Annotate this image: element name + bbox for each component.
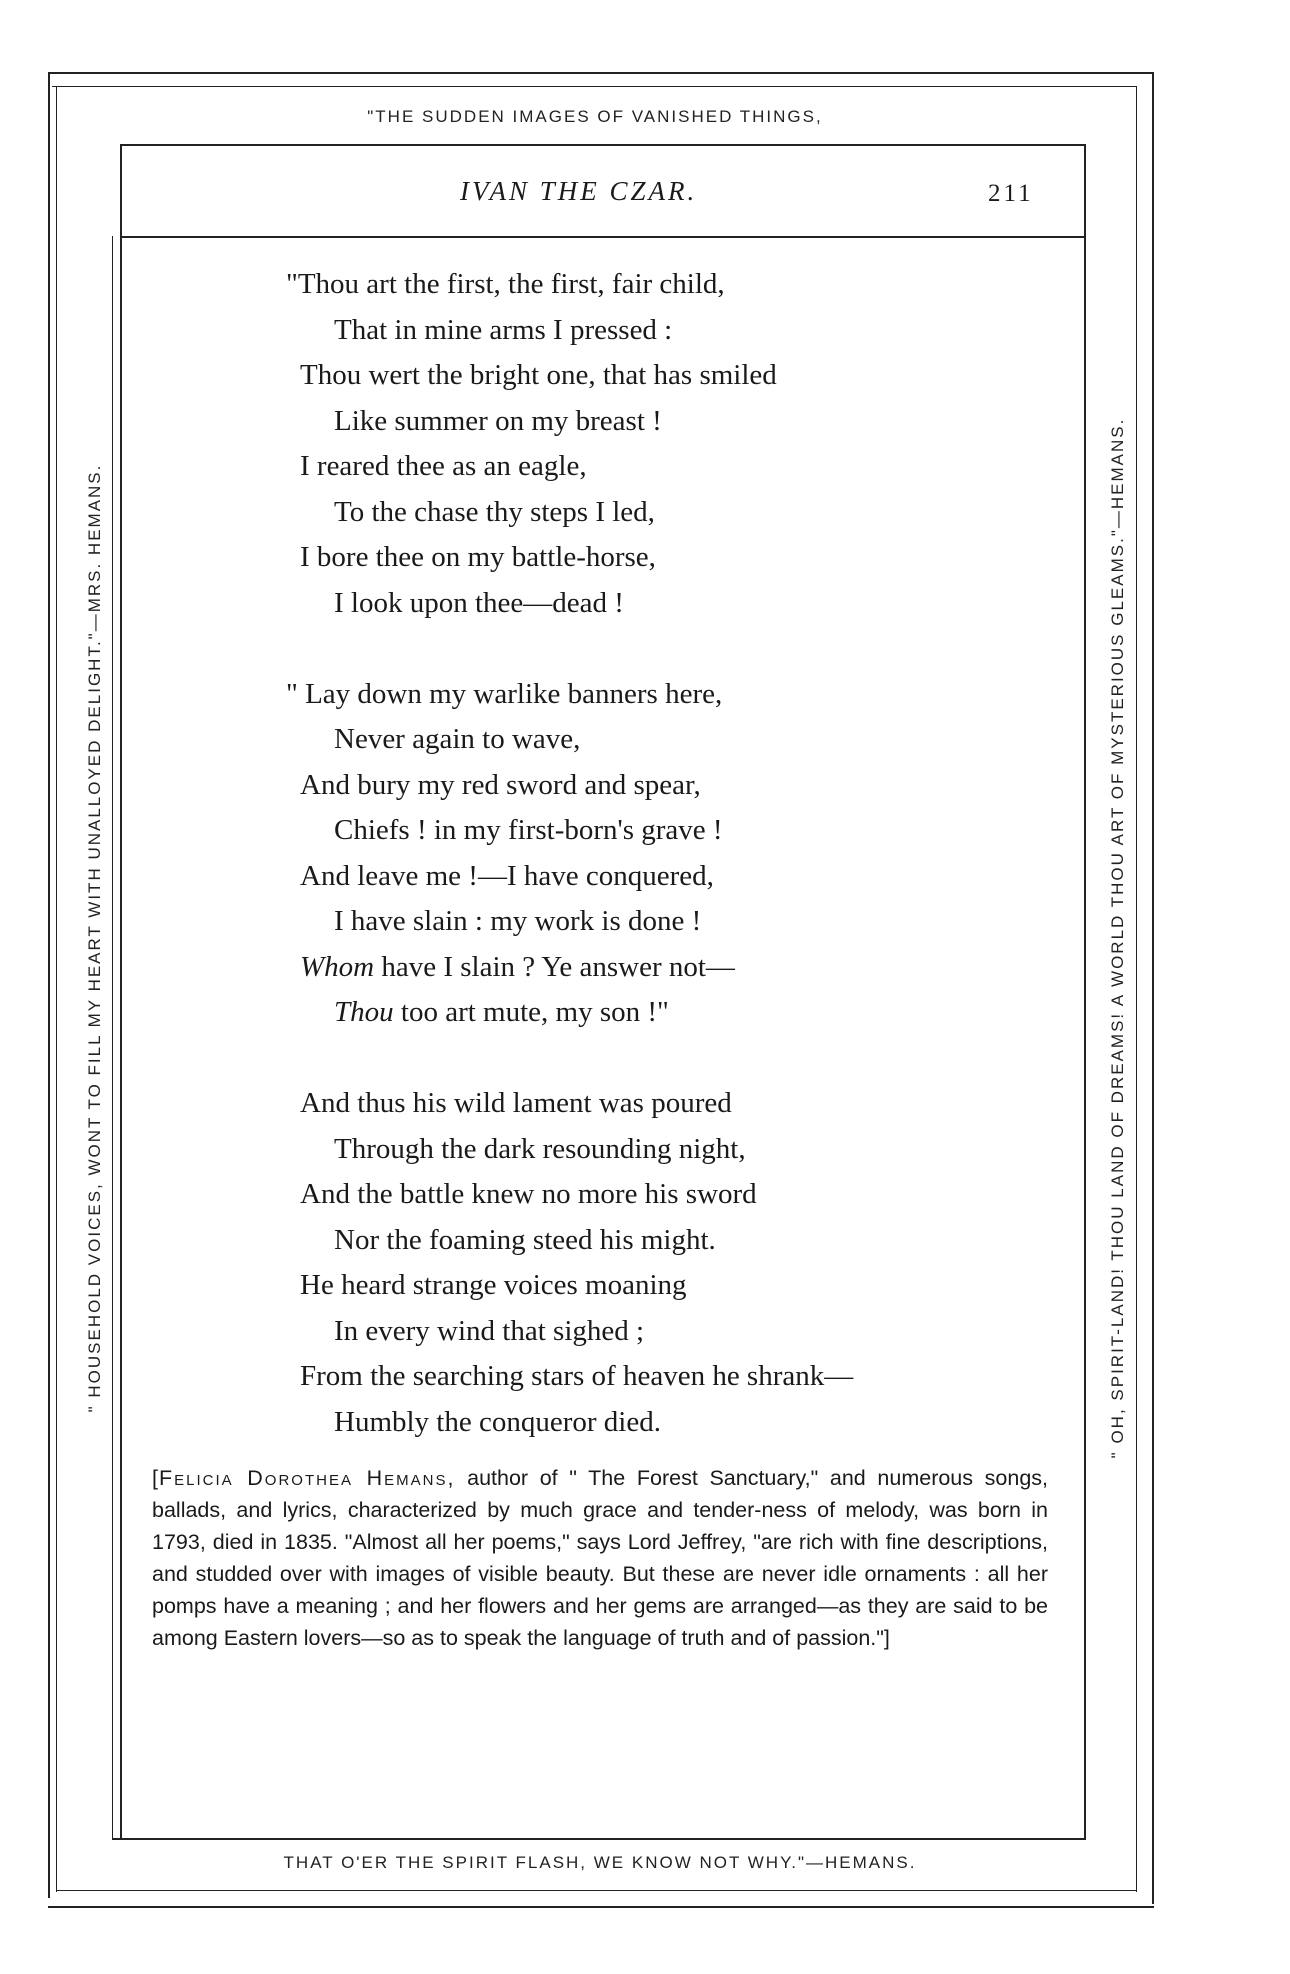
poem-line: Thou wert the bright one, that has smiled: [300, 359, 777, 391]
poem-emphasis: Thou: [334, 996, 394, 1028]
poem-line: I bore thee on my battle-horse,: [300, 541, 656, 573]
poem-line: "Thou art the first, the first, fair child,: [286, 268, 725, 300]
poem-line: Like summer on my breast !: [334, 404, 662, 437]
right-border-quote: " OH, SPIRIT-LAND! THOU LAND OF DREAMS! A WORLD THOU ART OF MYSTERIOUS GLEAMS."—HEMANS.: [1108, 417, 1127, 1459]
outer-frame-bottom-rule-2: [48, 1906, 1154, 1908]
poem-line: [300, 990, 1020, 1036]
poem-line: Chiefs ! in my first-born's grave !: [334, 814, 723, 846]
poem-line: " Lay down my warlike banners here,: [286, 677, 723, 710]
inner-frame-left-rule-2: [112, 236, 113, 1838]
stanza-break: [300, 1036, 1020, 1082]
stanza-break: [300, 626, 1020, 672]
inner-frame-right-rule: [1084, 144, 1086, 1840]
outer-frame-bottom-rule: [56, 1890, 1137, 1891]
note-author-name: Felicia Dorothea Hemans,: [158, 1466, 456, 1490]
poem-line-text: too art mute, my son !": [393, 996, 669, 1028]
poem-line: I look upon thee—dead !: [334, 586, 624, 619]
poem-line: And leave me !—I have conquered,: [300, 859, 714, 892]
note-text: author of " The Forest Sanctuary," and numerous songs, ballads, and lyrics, characterized by much grace and tender-ness of melody, was born in 1793, died in 1835. "Almost all her poems," says Lord Jeffrey, "are rich with fine descriptions, and studded over with images of visible beauty. But these are never idle ornaments : all her pomps have a meaning ; and her flowers and her gems are arranged—as they are said to be among Eastern lovers—so as to speak the language of truth and of passion."]: [152, 1466, 1049, 1650]
left-border-quote: " HOUSEHOLD VOICES, WONT TO FILL MY HEART WITH UNALLOYED DELIGHT."—MRS. HEMANS.: [85, 463, 104, 1413]
poem-line: And bury my red sword and spear,: [300, 768, 701, 801]
poem-line: To the chase thy steps I led,: [334, 495, 655, 528]
poem-line: And the battle knew no more his sword: [300, 1178, 757, 1210]
poem: [286, 262, 1020, 1445]
outer-frame-right-rule-2: [1136, 86, 1137, 1892]
poem-line: I have slain : my work is done !: [334, 905, 702, 937]
poem-line: Through the dark resounding night,: [334, 1132, 746, 1165]
outer-frame-top-rule: [48, 72, 1154, 74]
poem-line: And thus his wild lament was poured: [300, 1087, 732, 1119]
running-header: [120, 172, 1080, 222]
poem-emphasis: Whom: [300, 950, 375, 983]
note-open-bracket: [: [152, 1466, 159, 1490]
page-number: 211: [988, 180, 1034, 207]
outer-frame-left-rule-2: [56, 86, 57, 1892]
poem-line: From the searching stars of heaven he shrank—: [300, 1360, 854, 1392]
bottom-border-quote: THAT O'ER THE SPIRIT FLASH, WE KNOW NOT WHY."—HEMANS.: [283, 1853, 917, 1872]
running-title: IVAN THE CZAR.: [460, 176, 698, 206]
inner-frame-left-rule: [120, 144, 122, 1840]
top-border-quote: "THE SUDDEN IMAGES OF VANISHED THINGS,: [367, 107, 823, 126]
poem-line: That in mine arms I pressed :: [334, 313, 673, 346]
poem-line: [300, 945, 1020, 991]
inner-frame-top-rule: [120, 144, 1086, 146]
biographical-note: [152, 1462, 1048, 1654]
poem-line: In every wind that sighed ;: [334, 1314, 645, 1347]
inner-frame-bottom-rule: [112, 1838, 1086, 1840]
poem-line: Humbly the conqueror died.: [334, 1405, 661, 1438]
poem-line: Never again to wave,: [334, 723, 581, 755]
poem-line: Nor the foaming steed his might.: [334, 1223, 716, 1256]
outer-frame-left-rule: [48, 72, 50, 1898]
poem-line: He heard strange voices moaning: [300, 1269, 687, 1301]
poem-line-text: have I slain ? Ye answer not—: [374, 950, 735, 983]
outer-frame-right-rule: [1152, 72, 1154, 1904]
outer-frame-top-rule-2: [52, 86, 1136, 87]
inner-frame-header-rule: [120, 236, 1086, 238]
poem-line: I reared thee as an eagle,: [300, 450, 587, 482]
